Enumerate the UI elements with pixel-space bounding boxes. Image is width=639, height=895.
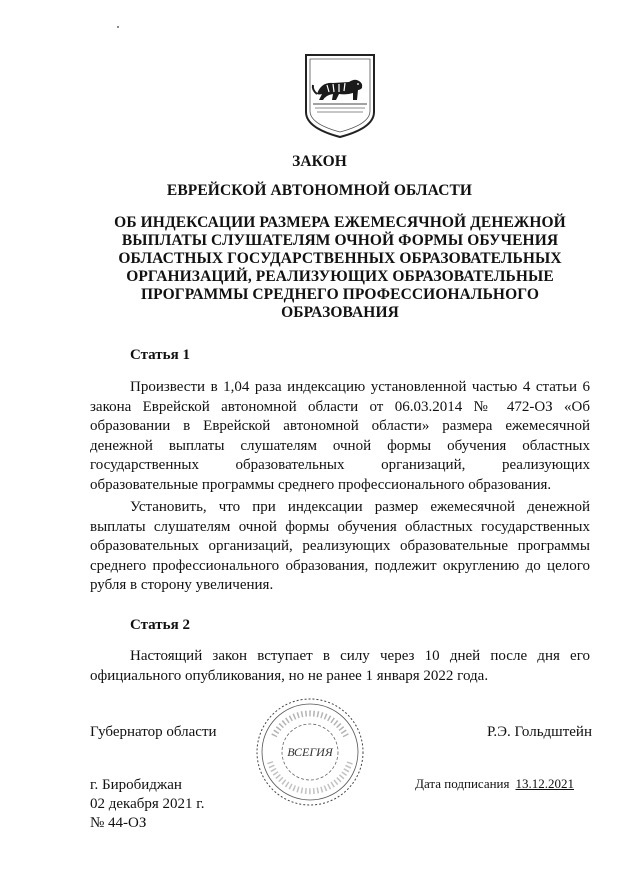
document-type-heading: ЗАКОН [292, 153, 347, 170]
signing-city: г. Биробиджан [90, 777, 182, 793]
law-title-line: ОБЛАСТНЫХ ГОСУДАРСТВЕННЫХ ОБРАЗОВАТЕЛЬНЫХ [118, 250, 562, 267]
article-1-paragraph-2: Установить, что при индексации размер ежемесячной денежной выплаты слушателям очной формы обучения областных государственных образовательных организаций, реализующих образовательные программы среднего профессионального образования, подлежит округлению до целого рубля в сторону увеличения. [90, 499, 590, 593]
signing-date-block [415, 776, 574, 792]
scan-speck [117, 26, 119, 28]
official-stamp-seal [254, 696, 366, 808]
law-title-line: ОБРАЗОВАНИЯ [281, 304, 399, 321]
article-2-heading: Статья 2 [130, 617, 190, 633]
law-title-line: ВЫПЛАТЫ СЛУШАТЕЛЯМ ОЧНОЙ ФОРМЫ ОБУЧЕНИЯ [121, 232, 559, 249]
law-number: № 44-ОЗ [90, 815, 147, 831]
signing-date-label: Дата подписания [415, 776, 510, 791]
place-date-number-block [90, 776, 205, 833]
article-1-paragraph-1: Произвести в 1,04 раза индексацию установленной частью 4 статьи 6 закона Еврейской автономной области от 06.03.2014 № 472-ОЗ «Об образовании в Еврейской автономной области» размера ежемесячной денежной выплаты слушателям очной формы обучения областных государственных образовательных организаций, реализующих образовательные программы среднего профессионального образования. [90, 379, 590, 493]
signing-date-value: 13.12.2021 [515, 776, 574, 791]
law-title-line: ОРГАНИЗАЦИЙ, РЕАЛИЗУЮЩИХ ОБРАЗОВАТЕЛЬНЫЕ [126, 268, 554, 285]
coat-of-arms-emblem [303, 52, 377, 140]
law-title [90, 214, 590, 322]
law-title-line: ПРОГРАММЫ СРЕДНЕГО ПРОФЕССИОНАЛЬНОГО [141, 286, 539, 303]
law-title-line: ОБ ИНДЕКСАЦИИ РАЗМЕРА ЕЖЕМЕСЯЧНОЙ ДЕНЕЖНОЙ [114, 214, 566, 231]
stamp-inner-text: ВСЕГИЯ [287, 745, 333, 759]
signatory-position: Губернатор области [90, 724, 217, 740]
article-2-paragraph-1: Настоящий закон вступает в силу через 10 дней после дня его официального опубликования, но не ранее 1 января 2022 года. [90, 648, 590, 684]
adoption-date: 02 декабря 2021 г. [90, 796, 205, 812]
signatory-name: Р.Э. Гольдштейн [486, 724, 592, 740]
article-1-heading: Статья 1 [130, 347, 190, 363]
region-heading: ЕВРЕЙСКОЙ АВТОНОМНОЙ ОБЛАСТИ [166, 182, 473, 199]
